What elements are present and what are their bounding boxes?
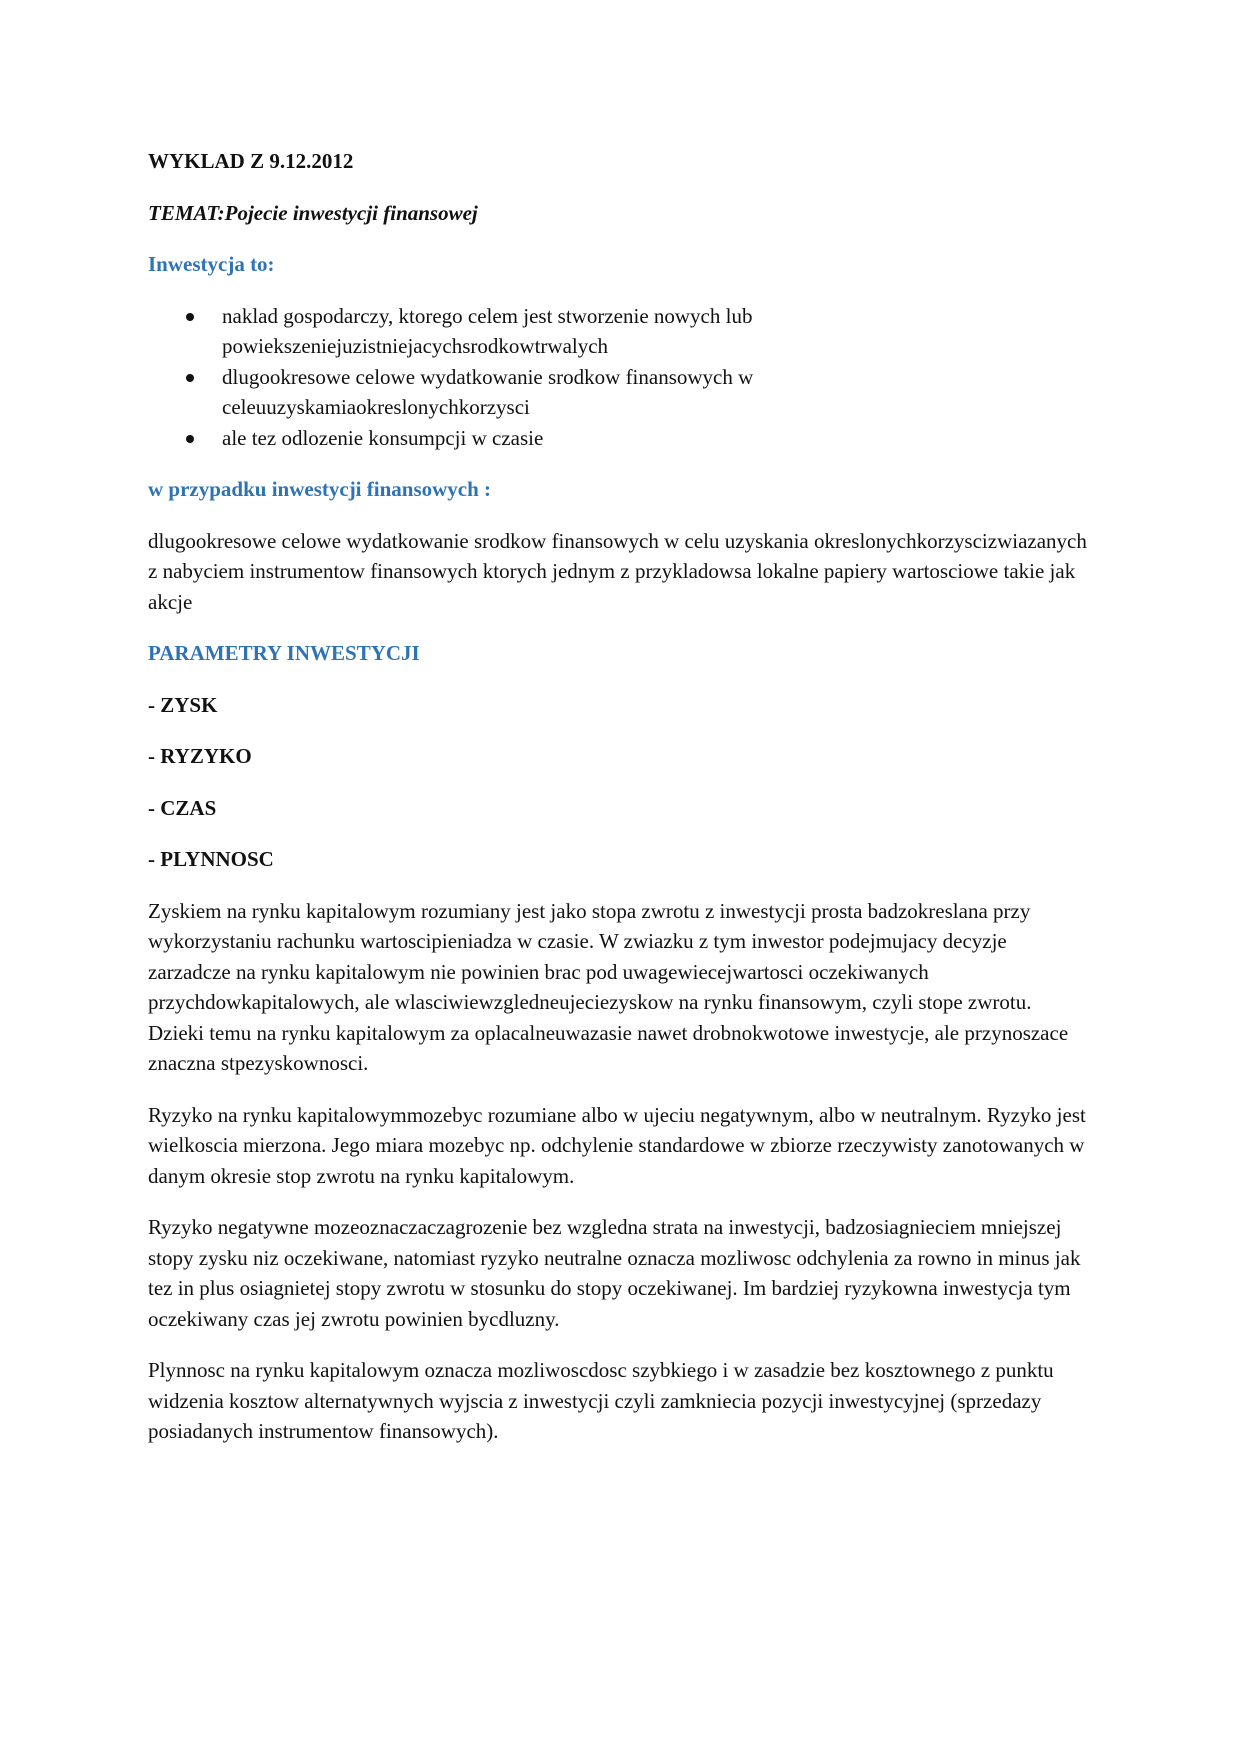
document-title: WYKLAD Z 9.12.2012 bbox=[148, 149, 354, 173]
financial-heading: w przypadku inwestycji finansowych : bbox=[148, 477, 492, 501]
parameter-item: - ZYSK bbox=[148, 692, 218, 717]
document-page bbox=[148, 146, 1092, 1468]
parameter-item: - CZAS bbox=[148, 795, 217, 820]
liquidity-paragraph: Plynnosc na rynku kapitalowym oznacza mozliwoscdosc szybkiego i w zasadzie bez kosztownego z punktu widzenia kosztow alternatywnych wyjscia z inwestycji czyli zamkniecia pozycji inwestycyjnej (sprzedazy posiadanych instrumentow finansowych). bbox=[148, 1358, 1054, 1443]
document-topic: TEMAT:Pojecie inwestycji finansowej bbox=[148, 200, 478, 225]
negative-risk-paragraph: Ryzyko negatywne mozeoznaczaczagrozenie bez wzgledna strata na inwestycji, badzosiagnieciem mniejszej stopy zysku niz oczekiwane, natomiast ryzyko neutralne oznacza mozliwosc odchylenia za rowno in minus jak tez in plus osiagnietej stopy zwrotu w stosunku do stopy oczekiwanej. Im bardziej ryzykowna inwestycja tym oczekiwany czas jej zwrotu powinien bycdluzny. bbox=[148, 1215, 1081, 1331]
list-item-text: ale tez odlozenie konsumpcji w czasie bbox=[222, 425, 544, 450]
list-item bbox=[148, 423, 842, 454]
profit-paragraph: Zyskiem na rynku kapitalowym rozumiany jest jako stopa zwrotu z inwestycji prosta badzokreslana przy wykorzystaniu rachunku wartoscipieniadza w czasie. W zwiazku z tym inwestor podejmujacy decyzje zarzadcze na rynku kapitalowym nie powinien brac pod uwagewiecejwartosci oczekiwanych przychdowkapitalowych, ale wlasciwiewzgledneujeciezyskow na rynku finansowym, czyli stope zwrotu. Dzieki temu na rynku kapitalowym za oplacalneuwazasie nawet drobnokwotowe inwestycje, ale przynoszace znaczna stpezyskownosci. bbox=[148, 898, 1069, 1075]
list-item-text: naklad gospodarczy, ktorego celem jest stworzenie nowych lub powiekszeniejuzistniejacychsrodkowtrwalych bbox=[222, 303, 753, 358]
investment-heading: Inwestycja to: bbox=[148, 252, 275, 276]
parameter-item: - RYZYKO bbox=[148, 744, 252, 768]
list-item-text: dlugookresowe celowe wydatkowanie srodkow finansowych w celeuuzyskamiaokreslonychkorzysci bbox=[222, 364, 754, 419]
risk-paragraph: Ryzyko na rynku kapitalowymmozebyc rozumiane albo w ujeciu negatywnym, albo w neutralnym. Ryzyko jest wielkoscia mierzona. Jego miara mozebyc np. odchylenie standardowe w zbiorze rzeczywisty zanotowanych w danym okresie stop zwrotu na rynku kapitalowym. bbox=[148, 1102, 1086, 1188]
parameter-item: - PLYNNOSC bbox=[148, 847, 274, 871]
financial-paragraph: dlugookresowe celowe wydatkowanie srodkow finansowych w celu uzyskania okreslonychkorzyscizwiazanych z nabyciem instrumentow finansowych ktorych jednym z przykladowsa lokalne papiery wartosciowe takie jak akcje bbox=[148, 528, 1087, 614]
parameters-heading: PARAMETRY INWESTYCJI bbox=[148, 641, 420, 665]
bullet-icon bbox=[186, 313, 194, 321]
bullet-icon bbox=[186, 435, 194, 443]
list-item bbox=[148, 301, 842, 362]
bullet-icon bbox=[186, 374, 194, 382]
investment-list bbox=[148, 301, 1092, 454]
list-item bbox=[148, 362, 842, 423]
